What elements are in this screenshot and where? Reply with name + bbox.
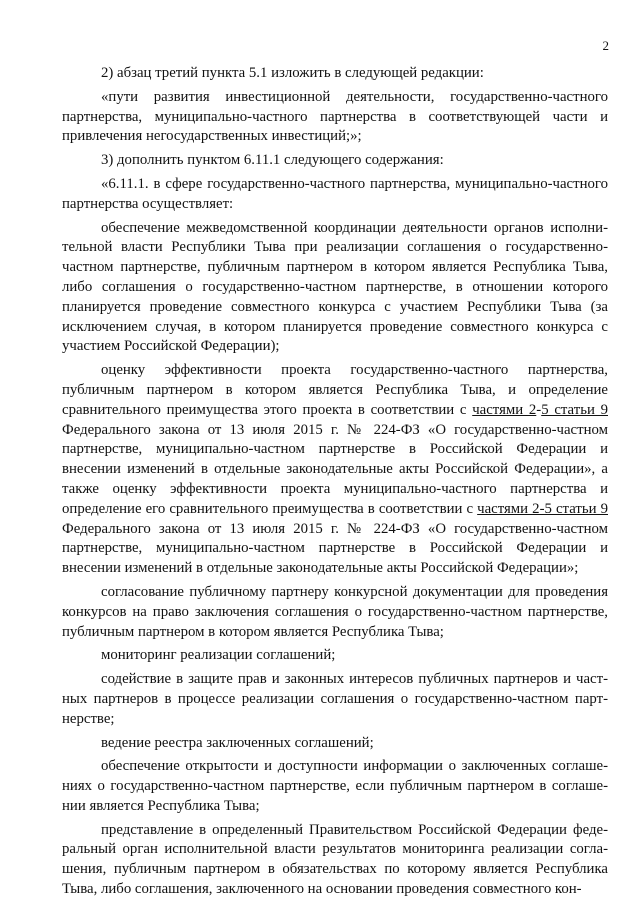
paragraph (62, 219, 608, 358)
paragraph (62, 175, 608, 215)
law-reference-link[interactable]: частями 2-5 статьи 9 (477, 500, 608, 517)
paragraph-text: оценку эффективности проекта государственно-частного партнерства, публичным партнером в котором является Республика Тыва, и определение сравнительного преимущества этого проекта в соответствии с (62, 362, 608, 418)
document-body (62, 64, 608, 900)
paragraph-text: ведение реестра заключенных соглашений; (101, 734, 374, 751)
law-reference-link[interactable]: частями 2 (472, 401, 537, 418)
paragraph-text: согласование публичному партнеру конкурсной документации для проведения конкурсов на право заключения соглашения о государственно-частном партнерстве, публичным партнером в котором является Республика Тыва; (62, 583, 608, 640)
paragraph (62, 757, 608, 816)
paragraph-text: обеспечение открытости и доступности информации о заключенных соглашениях о государственно-частном партнерстве, если публичным партнером в соглашении является Республика Тыва; (62, 758, 608, 814)
paragraph-text: обеспечение межведомственной координации деятельности органов исполнительной власти Республики Тыва при реализации соглашения о государственно-частном партнерстве, публичным партнером в котором является Республика Тыва, либо соглашения о государственно-частном партнерстве, в отношении которого планируется проведение совместного конкурса с участием Республики Тыва (за исключением случая, в котором планируется проведение совместного конкурса с участием Российской Федерации); (62, 219, 608, 355)
paragraph-text: - (536, 401, 542, 418)
paragraph (62, 88, 608, 147)
paragraph-text: Федерального закона от 13 июля 2015 г. № 224-ФЗ «О государственно-частном партнерстве, муниципально-частном партнерстве в Российской Федерации и внесении изменений в отдельные законодательные акты Российской Федерации»; (62, 520, 608, 577)
paragraph (62, 64, 608, 84)
paragraph (62, 821, 608, 900)
paragraph (62, 646, 608, 666)
paragraph-text: «6.11.1. в сфере государственно-частного партнерства, муниципально-частного партнерства осуществляет: (62, 175, 608, 212)
paragraph-text: Федерального закона от 13 июля 2015 г. № 224-ФЗ «О государственно-частном партнерстве, муниципально-частном партнерстве в Российской Федерации и внесении изменений в отдельные законодательные акты Российской Федерации», а также оценку эффективности проекта муниципально-частного партнерства и определение его сравнительного преимущества в соответствии с (62, 421, 608, 517)
paragraph (62, 361, 608, 579)
paragraph-text: представление в определенный Правительством Российской Федерации федеральный орган исполнительной власти результатов мониторинга реализации соглашения, публичным партнером в обязательствах по которому является Республика Тыва, либо соглашения, заключенного на основании проведения совместного кон- (62, 821, 608, 898)
paragraph-text: «пути развития инвестиционной деятельности, государственно-частного партнерства, муниципально-частного партнерства в соответствующей части и привлечения негосударственных инвестиций;»; (62, 88, 608, 145)
paragraph (62, 734, 608, 754)
paragraph (62, 583, 608, 642)
law-reference-link[interactable]: 5 статьи 9 (541, 401, 608, 418)
paragraph (62, 670, 608, 729)
paragraph-text: 3) дополнить пунктом 6.11.1 следующего содержания: (101, 152, 444, 169)
paragraph-text: 2) абзац третий пункта 5.1 изложить в следующей редакции: (101, 65, 484, 81)
page-number: 2 (602, 38, 609, 53)
paragraph (62, 151, 608, 171)
paragraph-text: содействие в защите прав и законных интересов публичных партнеров и частных партнеров в процессе реализации соглашения о государственно-частном партнерстве; (62, 671, 608, 727)
paragraph-text: мониторинг реализации соглашений; (101, 647, 336, 664)
